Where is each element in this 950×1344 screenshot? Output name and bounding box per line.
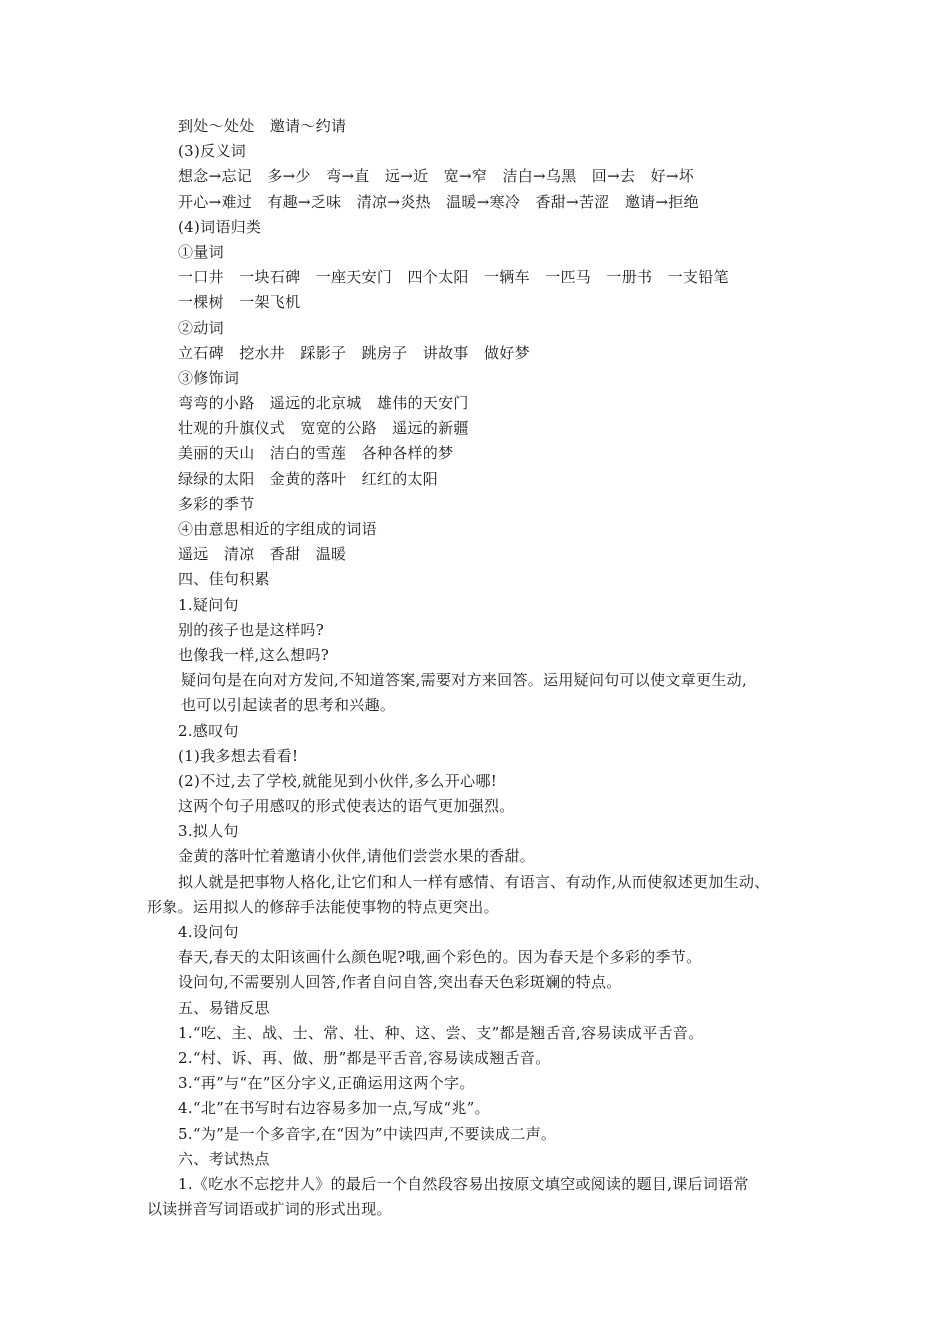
text-line-mistake-3: 3.“再”与“在”区分字义,正确运用这两个字。 bbox=[178, 1074, 475, 1093]
section-heading-sentences: 四、佳句积累 bbox=[178, 570, 270, 589]
subheading-rhetorical: 4.设问句 bbox=[178, 923, 239, 941]
subheading-similar-meaning: ④由意思相近的字组成的词语 bbox=[178, 520, 377, 538]
text-line-question-1: 别的孩子也是这样吗? bbox=[178, 620, 325, 639]
text-line-modifiers-5: 多彩的季节 bbox=[178, 494, 255, 513]
text-line-exclamation-2: (2)不过,去了学校,就能见到小伙伴,多么开心哪! bbox=[178, 771, 498, 790]
subheading-measure-words: ①量词 bbox=[178, 242, 224, 261]
text-line-mistake-1: 1.“吃、主、战、士、常、壮、种、这、尝、支”都是翘舌音,容易读成平舌音。 bbox=[178, 1023, 704, 1042]
text-line-verbs: 立石碑 挖水井 踩影子 跳房子 讲故事 做好梦 bbox=[178, 343, 530, 362]
text-line-personification: 金黄的落叶忙着邀请小伙伴,请他们尝尝水果的香甜。 bbox=[178, 847, 535, 866]
text-line-modifiers-1: 弯弯的小路 遥远的北京城 雄伟的天安门 bbox=[178, 394, 469, 413]
text-line-exam-1: 1.《吃水不忘挖井人》的最后一个自然段容易出按原文填空或阅读的题目,课后词语常 bbox=[178, 1174, 749, 1193]
text-line-exclamation-1: (1)我多想去看看! bbox=[178, 746, 299, 765]
section-heading-mistakes: 五、易错反思 bbox=[178, 998, 270, 1017]
subheading-question-sentence: 1.疑问句 bbox=[178, 595, 239, 614]
subheading-exclamation: 2.感叹句 bbox=[178, 721, 239, 740]
text-line-question-explain-2: 也可以引起读者的思考和兴趣。 bbox=[181, 696, 396, 715]
text-line-antonyms-1: 想念→忘记 多→少 弯→直 远→近 宽→窄 洁白→乌黑 回→去 好→坏 bbox=[178, 167, 695, 186]
text-line-measure-words-1: 一口井 一块石碑 一座天安门 四个太阳 一辆车 一匹马 一册书 一支铅笔 bbox=[178, 268, 729, 287]
heading-word-classification: (4)词语归类 bbox=[178, 217, 262, 236]
text-line-similar-meaning: 遥远 清凉 香甜 温暖 bbox=[178, 545, 347, 564]
text-line-modifiers-4: 绿绿的太阳 金黄的落叶 红红的太阳 bbox=[178, 469, 439, 488]
text-line-mistake-5: 5.“为”是一个多音字,在“因为”中读四声,不要读成二声。 bbox=[178, 1124, 557, 1143]
text-line-modifiers-3: 美丽的天山 洁白的雪莲 各种各样的梦 bbox=[178, 444, 454, 463]
text-line-antonyms-2: 开心→难过 有趣→乏味 清凉→炎热 温暖→寒冷 香甜→苦涩 邀请→拒绝 bbox=[178, 192, 699, 211]
text-line-rhetorical: 春天,春天的太阳该画什么颜色呢?哦,画个彩色的。因为春天是个多彩的季节。 bbox=[178, 948, 702, 967]
text-line-exam-2: 以读拼音写词语或扩词的形式出现。 bbox=[147, 1200, 392, 1219]
text-line-mistake-4: 4.“北”在书写时右边容易多加一点,写成“兆”。 bbox=[178, 1099, 490, 1118]
text-line-modifiers-2: 壮观的升旗仪式 宽宽的公路 遥远的新疆 bbox=[178, 419, 469, 438]
text-line-synonyms: 到处～处处 邀请～约请 bbox=[178, 117, 347, 135]
text-line-personification-explain-1: 拟人就是把事物人格化,让它们和人一样有感情、有语言、有动作,从而使叙述更加生动、 bbox=[178, 872, 770, 891]
text-line-question-explain-1: 疑问句是在向对方发问,不知道答案,需要对方来回答。运用疑问句可以使文章更生动, bbox=[181, 671, 748, 690]
text-line-rhetorical-explain: 设问句,不需要别人回答,作者自问自答,突出春天色彩斑斓的特点。 bbox=[178, 973, 622, 992]
document-page bbox=[0, 114, 950, 1222]
text-line-exclamation-explain: 这两个句子用感叹的形式使表达的语气更加强烈。 bbox=[178, 797, 515, 816]
heading-antonyms: (3)反义词 bbox=[178, 142, 247, 161]
section-heading-exam-hotspots: 六、考试热点 bbox=[178, 1149, 270, 1168]
text-line-measure-words-2: 一棵树 一架飞机 bbox=[178, 293, 301, 312]
text-line-personification-explain-2: 形象。运用拟人的修辞手法能使事物的特点更突出。 bbox=[147, 897, 499, 916]
subheading-verbs: ②动词 bbox=[178, 318, 224, 337]
subheading-modifiers: ③修饰词 bbox=[178, 368, 240, 387]
text-line-question-2: 也像我一样,这么想吗? bbox=[178, 645, 330, 664]
subheading-personification: 3.拟人句 bbox=[178, 822, 239, 841]
text-line-mistake-2: 2.“村、诉、再、做、册”都是平舌音,容易读成翘舌音。 bbox=[178, 1048, 551, 1067]
